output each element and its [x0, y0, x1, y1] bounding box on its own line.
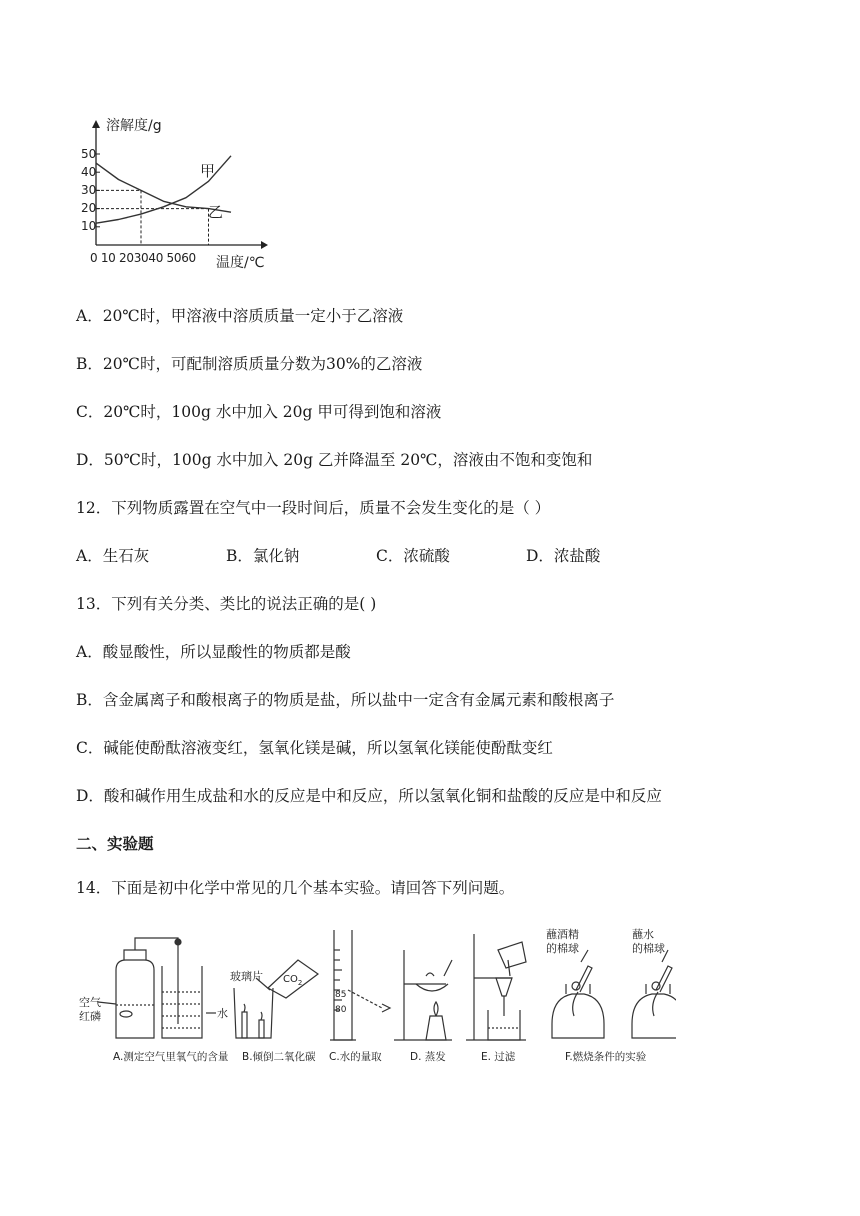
y-axis-arrow [92, 120, 100, 128]
q14-stem: 14．下面是初中化学中常见的几个基本实验。请回答下列问题。 [76, 879, 515, 897]
apparatus-c [330, 930, 390, 1040]
label-air: 空气 [79, 996, 101, 1009]
y-tick-20: 20 [81, 201, 97, 215]
x-axis-arrow [261, 241, 268, 249]
label-red-phosphorus: 红磷 [79, 1010, 101, 1023]
experiment-figure [76, 920, 676, 1070]
caption-d: D. 蒸发 [410, 1051, 446, 1063]
q11-option-c: C．20℃时，100g 水中加入 20g 甲可得到饱和溶液 [76, 403, 442, 421]
series-label-yi: 乙 [208, 203, 224, 221]
caption-e: E. 过滤 [481, 1051, 516, 1063]
q12-option-b: B．氯化钠 [226, 547, 300, 565]
q11-option-b: B．20℃时，可配制溶质质量分数为30%的乙溶液 [76, 355, 423, 373]
caption-b: B.倾倒二氧化碳 [242, 1051, 316, 1063]
caption-f: F.燃烧条件的实验 [565, 1051, 647, 1063]
apparatus-e [466, 934, 526, 1040]
q11-option-a: A．20℃时，甲溶液中溶质质量一定小于乙溶液 [76, 307, 404, 325]
label-80: 80 [335, 1005, 347, 1015]
label-glass-slide: 玻璃片 [230, 970, 263, 983]
chart-plot [92, 120, 268, 249]
label-water-ball-1: 蘸水 [632, 928, 654, 941]
caption-a: A.测定空气里氧气的含量 [113, 1051, 229, 1063]
section-title: 二、实验题 [76, 835, 154, 853]
q13-option-b: B．含金属离子和酸根离子的物质是盐，所以盐中一定含有金属元素和酸根离子 [76, 691, 615, 709]
label-alcohol-1: 蘸酒精 [546, 928, 579, 941]
chart-xlabel: 温度/℃ [216, 255, 265, 271]
q12-option-c: C．浓硫酸 [376, 547, 450, 565]
q13-option-c: C．碱能使酚酞溶液变红，氢氧化镁是碱，所以氢氧化镁能使酚酞变红 [76, 739, 553, 757]
apparatus-d [394, 950, 452, 1040]
apparatus-a [98, 938, 216, 1038]
q12-option-d: D．浓盐酸 [526, 547, 601, 565]
y-tick-40: 40 [81, 165, 97, 179]
caption-c: C.水的量取 [329, 1051, 382, 1063]
x-tick-labels: 0 10 203040 5060 [90, 251, 196, 265]
label-alcohol-2: 的棉球 [546, 942, 579, 955]
y-tick-30: 30 [81, 183, 97, 197]
q11-option-d: D．50℃时，100g 水中加入 20g 乙并降温至 20℃，溶液由不饱和变饱和 [76, 451, 593, 469]
q13-option-d: D．酸和碱作用生成盐和水的反应是中和反应，所以氢氧化铜和盐酸的反应是中和反应 [76, 787, 662, 805]
solubility-chart [76, 110, 276, 280]
q12-option-a: A．生石灰 [76, 547, 150, 565]
q13-option-a: A．酸显酸性，所以显酸性的物质都是酸 [76, 643, 351, 661]
label-co2: $CO_2$ [283, 974, 303, 987]
label-85: 85 [335, 990, 347, 1000]
q13-stem: 13．下列有关分类、类比的说法正确的是( ) [76, 595, 377, 613]
label-water-a: 水 [217, 1007, 228, 1020]
q12-stem: 12．下列物质露置在空气中一段时间后，质量不会发生变化的是（ ） [76, 499, 551, 517]
q12-options [76, 545, 676, 567]
label-water-ball-2: 的棉球 [632, 942, 665, 955]
y-tick-50: 50 [81, 147, 97, 161]
series-label-jia: 甲 [200, 162, 216, 180]
chart-ylabel: 溶解度/g [106, 118, 162, 134]
y-tick-10: 10 [81, 219, 97, 233]
apparatus-f [552, 950, 676, 1038]
